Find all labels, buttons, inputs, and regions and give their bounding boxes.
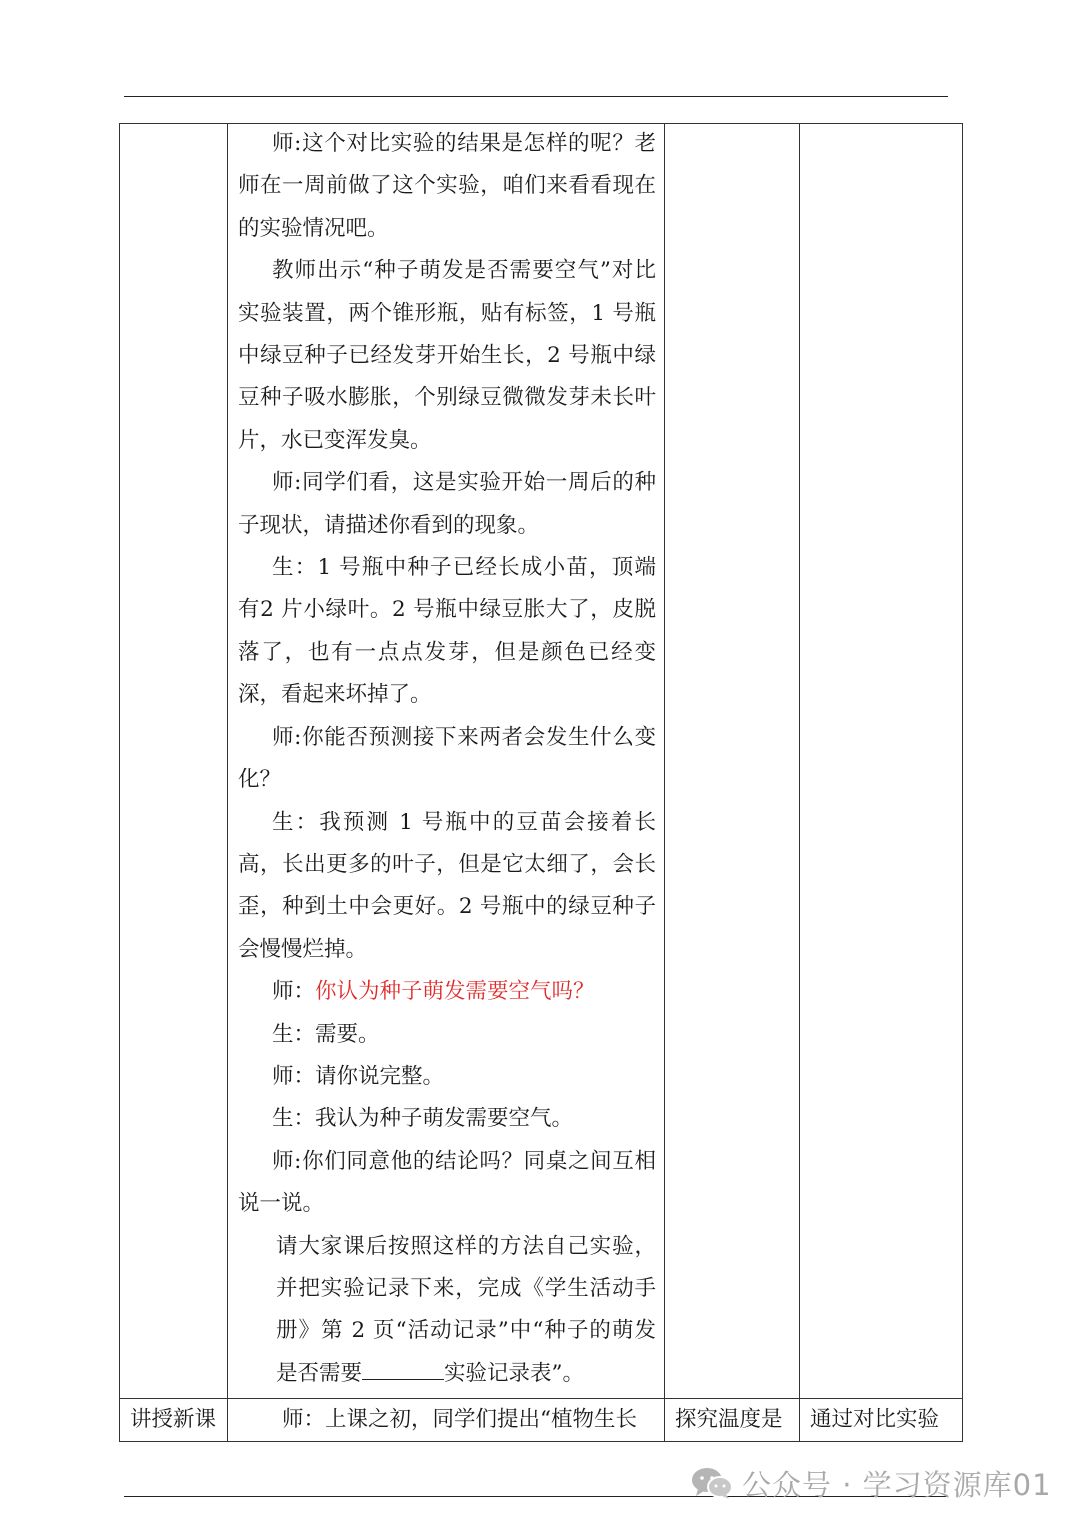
paragraph: 生：我预测 1 号瓶中的豆苗会接着长高，长出更多的叶子，但是它太细了，会长歪，种到土中会更好。2 号瓶中的绿豆种子会慢慢烂掉。 — [238, 809, 656, 962]
watermark — [690, 1458, 1052, 1508]
header-rule — [124, 96, 948, 97]
next-row-purpose: 通过对比实验 — [810, 1407, 940, 1432]
paragraph: 师：请你说完整。 — [272, 1063, 445, 1089]
paragraph-question: 师：你认为种子萌发需要空气吗？ — [272, 979, 595, 1005]
paragraph: 生：1 号瓶中种子已经长成小苗，顶端有2 片小绿叶。2 号瓶中绿豆胀大了，皮脱落了，也有一点点发芽，但是颜色已经变深，看起来坏掉了。 — [238, 555, 656, 708]
watermark-text: 公众号 · 学习资源库01 — [742, 1467, 1052, 1502]
highlighted-question: 你认为种子萌发需要空气吗？ — [315, 979, 595, 1005]
paragraph: 师:这个对比实验的结果是怎样的呢？老师在一周前做了这个实验，咱们来看看现在的实验情况吧。 — [238, 131, 656, 241]
paragraph: 师:你能否预测接下来两者会发生什么变化？ — [238, 724, 656, 793]
paragraph: 教师出示“种子萌发是否需要空气”对比实验装置，两个锥形瓶，贴有标签，1 号瓶中绿豆种子已经发芽开始生长，2 号瓶中绿豆种子吸水膨胀，个别绿豆微微发芽未长叶片，水已变浑发臭。 — [238, 258, 656, 453]
paragraph: 生：需要。 — [272, 1021, 380, 1047]
paragraph: 师:你们同意他的结论吗？同桌之间互相说一说。 — [238, 1148, 656, 1217]
next-row-content: 师：上课之初，同学们提出“植物生长 — [282, 1407, 637, 1432]
paragraph: 师:同学们看，这是实验开始一周后的种子现状，请描述你看到的现象。 — [238, 470, 656, 538]
homework-paragraph: 请大家课后按照这样的方法自己实验，并把实验记录下来，完成《学生活动手册》第 2 页“活动记录”中“种子的萌发是否需要 实验记录表”。 — [276, 1233, 656, 1386]
lesson-content — [238, 123, 656, 1395]
paragraph: 生：我认为种子萌发需要空气。 — [272, 1106, 574, 1132]
section-label: 讲授新课 — [130, 1407, 217, 1432]
fill-in-blank — [362, 1359, 444, 1380]
wechat-icon — [690, 1465, 734, 1501]
next-row-activity: 探究温度是 — [675, 1407, 783, 1432]
